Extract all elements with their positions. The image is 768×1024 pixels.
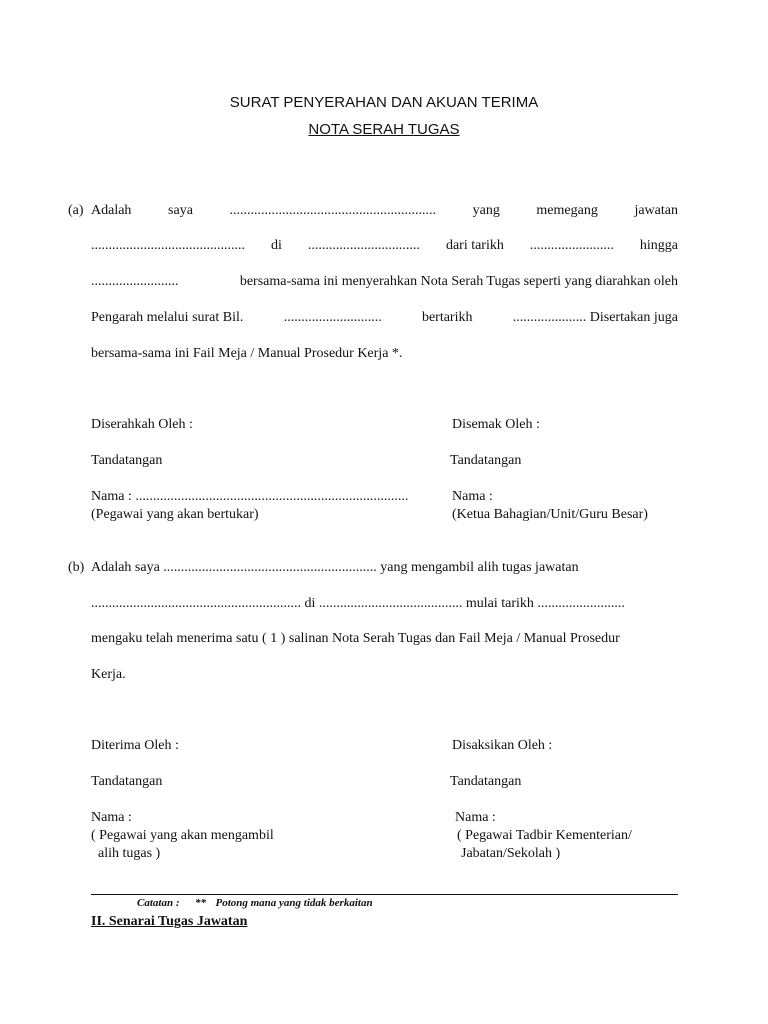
received-role-line-1: ( Pegawai yang akan mengambil [91, 828, 274, 843]
blank-field: ............................................ [91, 238, 245, 253]
text-segment: Adalah [91, 203, 132, 218]
witnessed-by-label: Disaksikan Oleh : [452, 738, 553, 753]
section-a-marker: (a) [68, 203, 84, 218]
text-segment: di [271, 238, 282, 253]
handover-by-label: Diserahkah Oleh : [91, 417, 193, 432]
blank-field: ............................ [283, 310, 382, 325]
blank-field: ........................ [529, 238, 614, 253]
blank-field: ........................................................... [229, 203, 437, 218]
text-segment: jawatan [634, 203, 678, 218]
text-segment: Pengarah melalui surat Bil. [91, 310, 244, 325]
witnessed-role-line-2: Jabatan/Sekolah ) [461, 846, 561, 861]
handover-role: (Pegawai yang akan bertukar) [91, 507, 259, 522]
text-segment: ..................... Disertakan juga [512, 310, 678, 325]
document-subtitle: NOTA SERAH TUGAS [308, 121, 460, 138]
section-b-row-4: Kerja. [91, 667, 126, 682]
received-name-field: Nama : [91, 810, 132, 825]
section-b-marker: (b) [68, 560, 85, 575]
text-segment: dari tarikh [445, 238, 504, 253]
footnote-stars: ** [194, 897, 206, 909]
text-segment: bertarikh [421, 310, 473, 325]
document-title: SURAT PENYERAHAN DAN AKUAN TERIMA [229, 94, 539, 111]
text-segment: hingga [639, 238, 678, 253]
next-section-heading: II. Senarai Tugas Jawatan [91, 914, 248, 929]
footer-divider [91, 894, 678, 895]
handover-name-field: Nama : .............................................................................. [91, 489, 409, 504]
checked-signature-label: Tandatangan [450, 453, 522, 468]
section-a-row-1 [91, 202, 678, 220]
witnessed-role-line-1: ( Pegawai Tadbir Kementerian/ [457, 828, 632, 843]
section-a-row-4 [91, 309, 678, 327]
checked-by-label: Disemak Oleh : [452, 417, 540, 432]
blank-field: ......................... [91, 274, 179, 289]
handover-signature-label: Tandatangan [91, 453, 163, 468]
text-segment: yang [472, 203, 500, 218]
blank-field: ................................ [307, 238, 420, 253]
checked-role: (Ketua Bahagian/Unit/Guru Besar) [452, 507, 648, 522]
section-b-row-2: ............................................................ di ......................................... mulai tarikh ......................... [91, 596, 625, 611]
witnessed-name-field: Nama : [455, 810, 496, 825]
footnote-label: Catatan : [137, 897, 180, 909]
section-a-row-3 [91, 273, 678, 291]
section-b-row-3: mengaku telah menerima satu ( 1 ) salinan Nota Serah Tugas dan Fail Meja / Manual Prosedur [91, 631, 620, 646]
received-by-label: Diterima Oleh : [91, 738, 179, 753]
section-a-row-2 [91, 237, 678, 255]
text-segment: saya [168, 203, 193, 218]
witnessed-signature-label: Tandatangan [450, 774, 522, 789]
section-a-row-5: bersama-sama ini Fail Meja / Manual Prosedur Kerja *. [91, 346, 403, 361]
footnote [137, 896, 373, 910]
section-b-row-1: Adalah saya ............................................................. yang mengambil alih tugas jawatan [91, 560, 579, 575]
received-role-line-2: alih tugas ) [98, 846, 161, 861]
text-segment: memegang [536, 203, 598, 218]
checked-name-field: Nama : [452, 489, 493, 504]
footnote-text: Potong mana yang tidak berkaitan [215, 897, 373, 909]
received-signature-label: Tandatangan [91, 774, 163, 789]
text-segment: bersama-sama ini menyerahkan Nota Serah Tugas seperti yang diarahkan oleh [239, 274, 678, 289]
